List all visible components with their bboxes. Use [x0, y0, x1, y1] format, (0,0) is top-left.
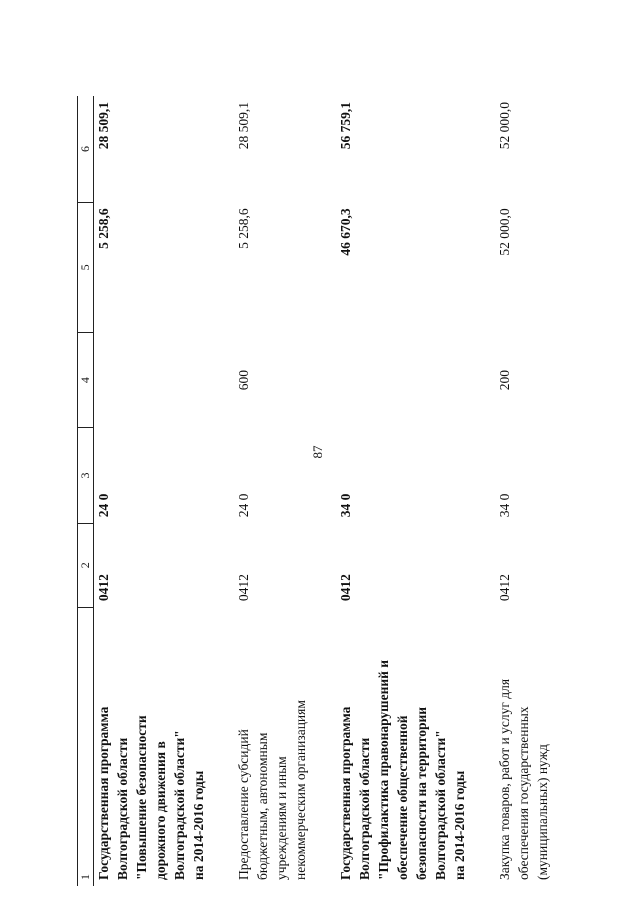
table-row [94, 96, 209, 886]
column-number-4: 4 [78, 332, 94, 427]
column-number-row [78, 96, 94, 886]
row-value-col5: 5 258,6 [96, 208, 111, 249]
page-number: 87 [310, 445, 325, 459]
row-expense-kind [94, 332, 209, 427]
row-name: Государственная программа Волгоградской области "Повышение безопасности дорожного движения в Волгоградской области" на 2014-2016 годы [96, 706, 206, 880]
row-name: Государственная программа Волгоградской области "Профилактика правонарушений и обеспечение общественной безопасности на территории Волгоградской области" на 2014-2016 годы [338, 659, 467, 880]
row-expense-kind: 600 [236, 369, 251, 391]
row-value-col6: 52 000,0 [497, 102, 512, 150]
column-number-5: 5 [78, 202, 94, 332]
row-spacer [310, 96, 336, 886]
row-section-code: 0412 [236, 574, 251, 602]
row-section-code: 0412 [96, 574, 111, 602]
row-value-col6: 28 509,1 [96, 102, 111, 150]
row-value-col6: 56 759,1 [338, 102, 353, 150]
row-value-col5: 46 670,3 [338, 208, 353, 256]
column-number-1: 1 [78, 607, 94, 886]
row-target-article: 24 0 [236, 493, 251, 518]
row-value-col5: 52 000,0 [497, 208, 512, 256]
row-name: Закупка товаров, работ и услуг для обеспечения государственных (муниципальных) нужд [497, 678, 550, 880]
row-target-article: 24 0 [96, 493, 111, 518]
column-number-2: 2 [78, 523, 94, 607]
row-value-col6: 28 509,1 [236, 102, 251, 150]
row-expense-kind [336, 332, 469, 427]
row-spacer [208, 96, 234, 886]
table-row [495, 96, 552, 886]
row-expense-kind: 200 [497, 369, 512, 391]
table-row [234, 96, 310, 886]
row-value-col5: 5 258,6 [236, 208, 251, 249]
row-section-code: 0412 [497, 574, 512, 602]
row-name: Предоставление субсидий бюджетным, автономным учреждениям и иным некоммерческим организациям [236, 700, 308, 880]
row-section-code: 0412 [338, 574, 353, 602]
column-number-3: 3 [78, 428, 94, 523]
budget-table-rotated [77, 96, 550, 886]
row-target-article: 34 0 [497, 493, 512, 518]
row-spacer [469, 96, 495, 886]
table-row [336, 96, 469, 886]
budget-table [77, 96, 552, 886]
row-target-article: 34 0 [338, 493, 353, 518]
column-number-6: 6 [78, 96, 94, 202]
